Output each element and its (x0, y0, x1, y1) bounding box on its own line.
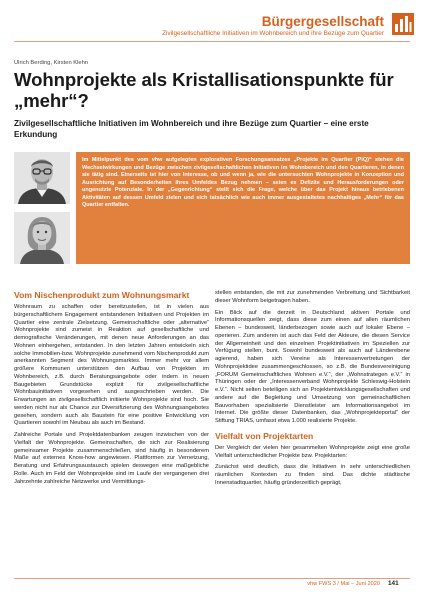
page-number: 141 (388, 580, 399, 587)
footer-divider (14, 578, 410, 579)
section-title: Bürgergesellschaft (261, 14, 384, 29)
author-photo-female (14, 212, 70, 264)
article-authors: Ulrich Berding, Kirsten Klehn (14, 60, 89, 66)
body-paragraph: Der Vergleich der vielen hier gesammelten Wohnprojekte zeigt eine große Vielfalt unterschiedlicher Projekte bzw. Projektarten: (215, 444, 410, 459)
body-paragraph: Zunächst wird deutlich, dass die Initiativen in sehr unterschiedlichen räumlichen Kontexten zu finden sind. Das dichte städtische Innenstadtquartier, häufig gründerzeitlich geprägt, (215, 464, 410, 486)
article-title: Wohnprojekte als Kristallisationspunkte für „mehr“? (14, 69, 394, 111)
author-photo-male (14, 152, 70, 204)
section-logo-icon (392, 13, 414, 35)
body-paragraph: Zahlreiche Portale und Projektdatenbanken zeugen inzwischen von der Vielfalt der Wohnprojekte. Gemeinschaften, die sich zur Realisierung gemeinsamer Projekte zusammenschließen, sind häufig in besonderem Maße auf externes Know-how angewiesen. Plattformen zur Vernetzung, Beratung und Erfahrungsaustausch spielen deswegen eine maßgebliche Rolle. Auch im Feld der Wohnprojekte sind im Laufe der vergangenen drei Jahrzehnte zahlreiche Netzwerke und Vermittlungs- (14, 432, 209, 485)
footer-publication: vhw FWS 3 / Mai – Juni 2020 (307, 581, 380, 587)
section-heading: Vom Nischenprodukt zum Wohnungsmarkt (14, 290, 190, 300)
intro-box: Im Mittelpunkt des vom vhw aufgelegten explorativen Forschungsansatzes „Projekte im Quartier (PiQ)“ stehen die Wechselwirkungen und Bezüge zwischen zivilgesellschaftlichen Initiativen im Wohnbereich und den Quartieren, in denen sie tätig sind. Einerseits ist hier von Interesse, ob und wenn ja, wie die untersuchten Wohnprojekte in Konzeption und Ausrichtung auf Besonderheiten ihres Umfeldes Bezug nehmen – seien es Defizite und Herausforderungen oder ungenutzte Potenziale. In der „Gegenrichtung“ stellt sich die Frage, welche über das Projekt hinaus betriebenen Aktivitäten auf dessen Umfeld zielen und sich tatsächlich wie auch immer ausgestaltetes nachhaltiges „Mehr“ für das Quartier entfalten. (76, 152, 410, 264)
section-subtitle: Zivilgesellschaftliche Initiativen im Wohnbereich und ihre Bezüge zum Quartier (162, 30, 384, 37)
body-column-right (215, 290, 410, 492)
section-heading: Vielfalt von Projektarten (215, 430, 314, 441)
body-paragraph: Wohnraum zu schaffen oder bereitzustellen, ist in vielen aus bürgerschaftlichem Engagement entstandenen Initiativen und Projekten im Quartier eine zentrale Zielsetzung. Gemeinschaftliche oder „alternative“ Wohnprojekte sind zumeist in Reaktion auf gesellschaftliche und demografische Veränderungen, mit denen neue Anforderungen an das Wohnen einhergehen, entstanden. In den letzten Jahren entwickeln sich solche Immobilien-bzw. Wohnprojekte zunehmend vom Nischenprodukt zum anerkannten Segment des Wohnungsmarktes. Immer mehr vor allem größere Kommunen unterstützen den Aufbau von Projekten im Wohnbereich, z.B. durch Beratungsangebote oder indem in neuen Baugebieten Grundstücke explizit für zivilgesellschaftliche Wohnbauinitiativen vorgesehen und ausgeschrieben werden. Die Erwartungen an zivilgesellschaftlich initiierte Wohnprojekte sind hoch. Sie werden nicht nur als Chance zur Diversifizierung des Wohnungsangebotes gesehen, sondern auch als Baustein für eine positive Entwicklung von Quartieren sowohl im Neubau als auch im Bestand. (14, 304, 209, 427)
body-column-left (14, 290, 209, 490)
article-subtitle: Zivilgesellschaftliche Initiativen im Wohnbereich und ihre Bezüge zum Quartier – eine erste Erkundung (14, 119, 369, 139)
body-paragraph: stellen entstanden, die mit zur zunehmenden Verbreitung und Sichtbarkeit dieser Wohnform beigetragen haben. (215, 290, 410, 304)
header-divider (14, 41, 410, 42)
body-paragraph: Ein Blick auf die derzeit in Deutschland aktiven Portale und Informationsquellen zeigt, dass diese zum einen auf allen räumlichen Ebenen – bundesweit, länderbezogen sowie auch auf lokaler Ebene – operieren. Zum anderen ist auch das Feld der Akteure, die diesen Service der Allgemeinheit und den einzelnen Projektinitiativen im Speziellen zur Verfügung stellen, bunt. Sowohl bundesweit als auch auf Länderebene agierend, haben sich Vereine als Interessenvertretungen der Wohnprojektidee zusammengeschlossen, so z.B. die Bundesvereinigung „FORUM Gemeinschaftliches Wohnen e.V.“, der „Wohnstrategen e.V.“ in Thüringen oder der „Interessenverband Wohnprojekte Schleswig-Holstein e.V.“. Nicht selten beteiligen sich an Projektentwicklungsgesellschaften und andere auf die Begleitung und Umsetzung von gemeinschaftlichen Bauvorhaben spezialisierte Dienstleister am Informationsangebot im Internet. Die größte dieser Datenbanken, das „Wohnprojekteportal“ der Stiftung TRIAS, umfasst etwa 1.000 realisierte Projekte. (215, 309, 410, 424)
